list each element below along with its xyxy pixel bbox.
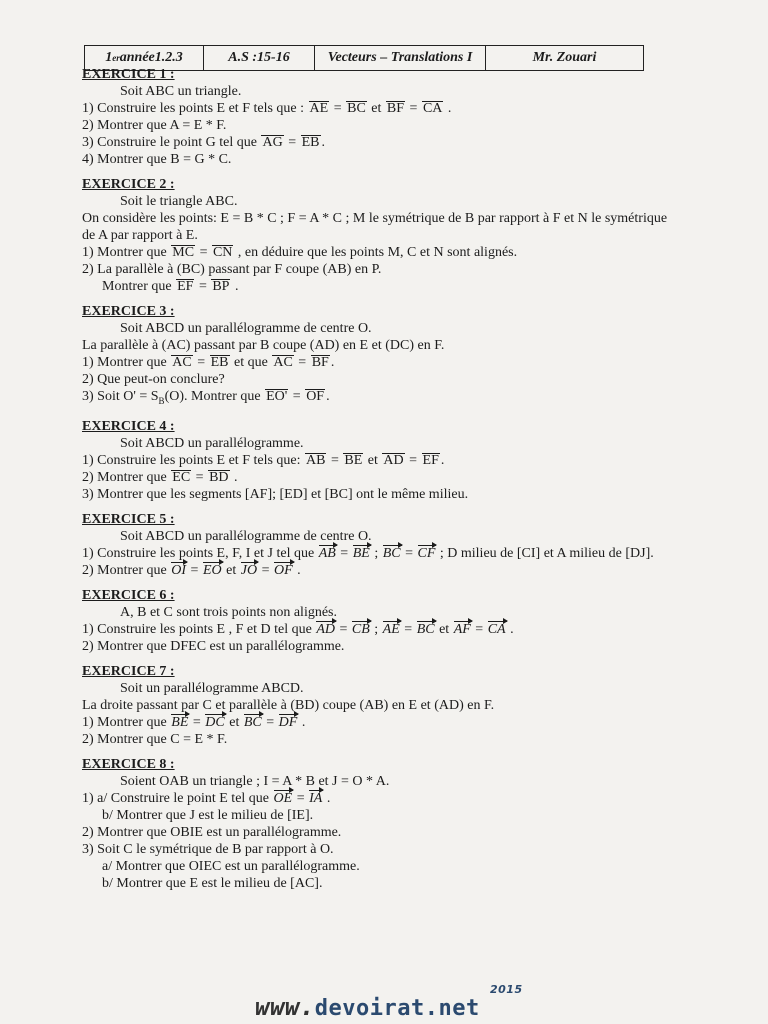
line-text: 1) Montrer que	[82, 245, 171, 260]
header-year: A.S :15-16	[204, 46, 315, 70]
line-text: =	[406, 101, 421, 116]
line-text: .	[293, 562, 301, 578]
exercise-line	[82, 83, 722, 100]
exercise-section	[82, 176, 722, 301]
line-text: de A par rapport à E.	[82, 228, 198, 243]
line-text: A, B et C sont trois points non alignés.	[120, 604, 337, 620]
exercise-line	[82, 731, 722, 748]
line-text: 2) Montrer que A = E * F.	[82, 118, 227, 133]
line-text: .	[330, 355, 335, 370]
line-text: 2) Montrer que	[82, 562, 171, 578]
exercise-line	[82, 824, 722, 841]
exercise-line	[82, 227, 722, 244]
line-text: 1) a/ Construire le point E tel que	[82, 790, 273, 806]
line-text: 3) Construire le point G tel que	[82, 135, 261, 150]
line-text: =	[284, 135, 300, 150]
vector-symbol: BF	[386, 101, 405, 116]
line-text: =	[327, 452, 343, 468]
line-text: Soit ABCD un parallélogramme.	[120, 435, 304, 451]
exercise-line	[82, 714, 722, 731]
vector-symbol: AB	[306, 452, 326, 468]
line-text: =	[335, 621, 351, 637]
vector-symbol: EF	[177, 279, 194, 294]
line-text: 2) La parallèle à (BC) passant par F coupe (AB) en P.	[82, 262, 382, 277]
vector-symbol: BD	[209, 469, 229, 485]
exercise-line	[82, 621, 722, 638]
vector-symbol: MC	[172, 245, 195, 260]
exercise-title: EXERCICE 4 :	[82, 418, 175, 434]
exercise-line	[82, 773, 722, 790]
watermark-site: devoirat.net	[314, 996, 480, 1021]
exercise-line	[82, 604, 722, 621]
vector-symbol: EB	[301, 135, 320, 150]
line-text: et	[225, 714, 243, 730]
line-text: .	[321, 135, 325, 150]
line-text: =	[400, 621, 416, 637]
line-text: La droite passant par C et parallèle à (BD) coupe (AB) en E et (AD) en F.	[82, 697, 495, 713]
exercise-line	[82, 875, 722, 892]
exercise-title: EXERCICE 3 :	[82, 304, 175, 319]
vector-arrow-symbol: BC	[243, 714, 262, 730]
line-text: =	[336, 545, 352, 561]
exercise-line	[82, 193, 722, 210]
vector-symbol: CN	[212, 245, 233, 260]
line-text: Soit ABC un triangle.	[120, 84, 242, 99]
vector-symbol: EC	[172, 469, 191, 485]
line-text: .	[323, 790, 331, 806]
exercise-list	[82, 64, 722, 898]
exercise-line	[82, 638, 722, 655]
exercise-line	[82, 562, 722, 579]
vector-arrow-symbol: AD	[316, 621, 335, 637]
exercise-line	[82, 261, 722, 278]
line-text: et que	[230, 355, 272, 370]
line-text: .	[440, 452, 445, 468]
vector-symbol: AC	[273, 355, 293, 370]
line-text: et	[367, 101, 385, 116]
exercise-line	[82, 244, 722, 261]
exercise-title: EXERCICE 5 :	[82, 511, 175, 527]
exercise-section	[82, 587, 722, 661]
exercise-line	[82, 452, 722, 469]
line-text: =	[195, 279, 211, 294]
line-text: 2) Montrer que C = E * F.	[82, 731, 228, 747]
watermark-year: 2015	[490, 983, 523, 996]
line-text: 3) Soit O' = S	[82, 389, 159, 404]
vector-symbol: AD	[383, 452, 404, 468]
level-text: année1.2.3	[119, 50, 183, 65]
line-text: .	[298, 714, 306, 730]
subscript: B	[158, 395, 165, 406]
vector-arrow-symbol: OI	[171, 562, 187, 578]
vector-symbol: EO'	[266, 389, 288, 404]
exercise-line	[82, 337, 722, 354]
vector-symbol: EF	[422, 452, 439, 468]
exercise-section	[82, 663, 722, 754]
line-text: =	[401, 545, 417, 561]
vector-arrow-symbol: BE	[352, 545, 370, 561]
line-text: =	[294, 355, 310, 370]
line-text: =	[193, 355, 209, 370]
vector-arrow-symbol: OF	[273, 562, 293, 578]
line-text: =	[262, 714, 278, 730]
line-text: b/ Montrer que J est le milieu de [IE].	[102, 807, 314, 823]
vector-arrow-symbol: CB	[351, 621, 370, 637]
vector-symbol: EB	[210, 355, 229, 370]
exercise-line	[82, 210, 722, 227]
vector-arrow-symbol: DF	[278, 714, 298, 730]
line-text: =	[189, 714, 205, 730]
line-text: a/ Montrer que OIEC est un parallélogramme.	[102, 858, 360, 874]
line-text: .	[506, 621, 514, 637]
vector-arrow-symbol: AE	[382, 621, 400, 637]
line-text: 2) Montrer que DFEC est un parallélogramme.	[82, 638, 345, 654]
line-text: .	[230, 469, 238, 485]
line-text: (O). Montrer que	[164, 389, 265, 404]
vector-arrow-symbol: OE	[273, 790, 293, 806]
exercise-line	[82, 807, 722, 824]
vector-symbol: BF	[311, 355, 329, 370]
exercise-line	[82, 151, 722, 168]
line-text: Soit un parallélogramme ABCD.	[120, 680, 304, 696]
line-text: =	[187, 562, 202, 578]
line-text: ; D milieu de [CI] et A milieu de [DJ].	[436, 545, 654, 561]
line-text: .	[444, 101, 452, 116]
line-text: Soit ABCD un parallélogramme de centre O.	[120, 321, 372, 336]
line-text: et	[435, 621, 453, 637]
line-text: 3) Montrer que les segments [AF]; [ED] et [BC] ont le même milieu.	[82, 486, 469, 502]
line-text: =	[471, 621, 487, 637]
exercise-section	[82, 303, 722, 416]
vector-symbol: OF	[306, 389, 325, 404]
line-text: , en déduire que les points M, C et N sont alignés.	[234, 245, 518, 260]
level-superscript: er	[112, 53, 120, 63]
line-text: 2) Montrer que	[82, 469, 171, 485]
vector-symbol: BE	[344, 452, 363, 468]
header-teacher: Mr. Zouari	[532, 50, 597, 65]
exercise-line	[82, 100, 722, 117]
line-text: 1) Montrer que	[82, 714, 171, 730]
line-text: La parallèle à (AC) passant par B coupe (AD) en E et (DC) en F.	[82, 338, 445, 353]
line-text: Soit le triangle ABC.	[120, 194, 238, 209]
line-text: =	[330, 101, 346, 116]
exercise-line	[82, 117, 722, 134]
exercise-line	[82, 354, 722, 371]
vector-arrow-symbol: BE	[171, 714, 189, 730]
line-text: 1) Construire les points E , F et D tel que	[82, 621, 316, 637]
exercise-line	[82, 134, 722, 151]
level-number: 1	[105, 50, 113, 65]
line-text: 1) Construire les points E, F, I et J tel que	[82, 545, 318, 561]
line-text: =	[293, 790, 309, 806]
line-text: 1) Montrer que	[82, 355, 171, 370]
exercise-line	[82, 545, 722, 562]
vector-arrow-symbol: BC	[382, 545, 401, 561]
exercise-section	[82, 756, 722, 898]
site-watermark	[255, 983, 523, 1021]
vector-symbol: BC	[347, 101, 366, 116]
line-text: ;	[370, 621, 382, 637]
vector-symbol: AC	[172, 355, 192, 370]
line-text: .	[231, 279, 239, 294]
line-text: 1) Construire les points E et F tels que:	[82, 452, 305, 468]
exercise-line	[82, 320, 722, 337]
vector-arrow-symbol: IA	[309, 790, 323, 806]
line-text: et	[364, 452, 382, 468]
exercise-line	[82, 388, 722, 410]
exercise-section	[82, 66, 722, 174]
exercise-title: EXERCICE 7 :	[82, 663, 175, 679]
line-text: ;	[370, 545, 382, 561]
line-text: On considère les points: E = B * C ; F = A * C ; M le symétrique de B par rapport à F et N le symétrique	[82, 211, 668, 226]
exercise-line	[82, 278, 722, 295]
line-text: =	[196, 245, 211, 260]
line-text: 2) Montrer que OBIE est un parallélogramme.	[82, 824, 342, 840]
vector-symbol: AG	[262, 135, 283, 150]
line-text: Montrer que	[102, 279, 176, 294]
line-text: =	[258, 562, 273, 578]
vector-symbol: CA	[422, 101, 443, 116]
exercise-line	[82, 486, 722, 503]
exercise-line	[82, 841, 722, 858]
exercise-section	[82, 511, 722, 585]
exercise-title: EXERCICE 1 :	[82, 67, 175, 82]
vector-arrow-symbol: AB	[318, 545, 336, 561]
line-text: 1) Construire les points E et F tels que :	[82, 101, 308, 116]
exercise-line	[82, 469, 722, 486]
vector-arrow-symbol: CF	[417, 545, 436, 561]
exercise-title: EXERCICE 6 :	[82, 587, 175, 603]
vector-arrow-symbol: JO	[240, 562, 258, 578]
exercise-line	[82, 790, 722, 807]
watermark-prefix: www.	[255, 993, 315, 1021]
vector-arrow-symbol: AF	[453, 621, 471, 637]
exercise-line	[82, 680, 722, 697]
vector-arrow-symbol: EO	[202, 562, 222, 578]
exercise-title: EXERCICE 8 :	[82, 756, 175, 772]
vector-symbol: AE	[309, 101, 329, 116]
vector-arrow-symbol: CA	[487, 621, 506, 637]
line-text: =	[192, 469, 208, 485]
exercise-title: EXERCICE 2 :	[82, 177, 175, 192]
vector-arrow-symbol: BC	[416, 621, 435, 637]
line-text: .	[326, 389, 330, 404]
line-text: b/ Montrer que E est le milieu de [AC].	[102, 875, 323, 891]
line-text: 2) Que peut-on conclure?	[82, 372, 225, 387]
exercise-line	[82, 435, 722, 452]
exercise-section	[82, 418, 722, 509]
line-text: 4) Montrer que B = G * C.	[82, 152, 232, 167]
exercise-line	[82, 697, 722, 714]
line-text: et	[222, 562, 240, 578]
line-text: Soit ABCD un parallélogramme de centre O.	[120, 528, 372, 544]
header-topic: Vecteurs – Translations I	[315, 46, 486, 70]
line-text: =	[289, 389, 305, 404]
exercise-line	[82, 371, 722, 388]
line-text: Soient OAB un triangle ; I = A * B et J = O * A.	[120, 773, 390, 789]
line-text: =	[405, 452, 421, 468]
vector-arrow-symbol: DC	[205, 714, 225, 730]
vector-symbol: BP	[212, 279, 230, 294]
line-text: 3) Soit C le symétrique de B par rapport à O.	[82, 841, 334, 857]
exercise-line	[82, 858, 722, 875]
